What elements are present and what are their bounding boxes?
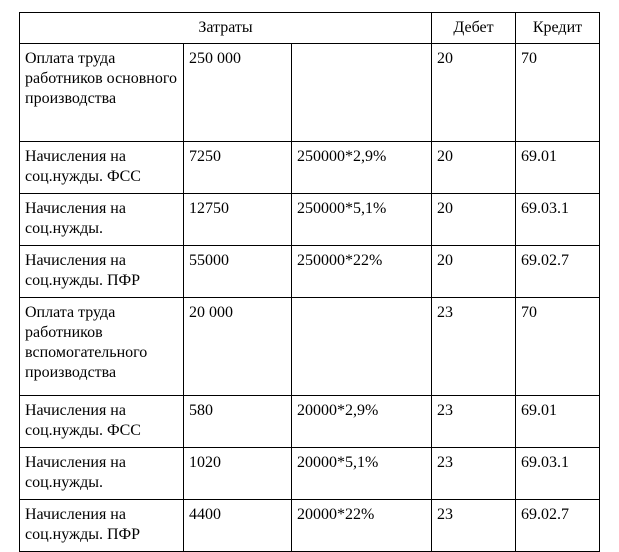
cell-amount: 20 000 xyxy=(184,298,292,396)
table-row xyxy=(20,142,600,194)
table-row xyxy=(20,246,600,298)
cell-credit: 69.02.7 xyxy=(516,500,600,552)
cell-calc: 250000*22% xyxy=(292,246,432,298)
table-header-row xyxy=(20,13,600,44)
table-row xyxy=(20,44,600,142)
cell-item: Начисления на соц.нужды. ПФР xyxy=(20,500,184,552)
header-credit: Кредит xyxy=(516,13,600,44)
cell-debit: 20 xyxy=(432,142,516,194)
cell-item: Оплата труда работников основного производства xyxy=(20,44,184,142)
cell-amount: 1020 xyxy=(184,448,292,500)
cell-amount: 580 xyxy=(184,396,292,448)
cell-credit: 70 xyxy=(516,44,600,142)
cell-credit: 69.02.7 xyxy=(516,246,600,298)
cell-credit: 70 xyxy=(516,298,600,396)
header-debit: Дебет xyxy=(432,13,516,44)
table-row xyxy=(20,298,600,396)
cell-credit: 69.01 xyxy=(516,396,600,448)
table-row xyxy=(20,448,600,500)
cell-item: Начисления на соц.нужды. ФСС xyxy=(20,142,184,194)
header-costs: Затраты xyxy=(20,13,432,44)
cell-calc xyxy=(292,44,432,142)
cell-debit: 23 xyxy=(432,448,516,500)
cell-debit: 20 xyxy=(432,246,516,298)
cell-credit: 69.03.1 xyxy=(516,194,600,246)
cell-amount: 12750 xyxy=(184,194,292,246)
cell-amount: 7250 xyxy=(184,142,292,194)
cell-debit: 23 xyxy=(432,396,516,448)
cell-calc: 250000*2,9% xyxy=(292,142,432,194)
cell-debit: 23 xyxy=(432,500,516,552)
accounting-entries-table xyxy=(19,12,600,552)
cell-item: Начисления на соц.нужды. xyxy=(20,194,184,246)
cell-item: Начисления на соц.нужды. ПФР xyxy=(20,246,184,298)
cell-calc xyxy=(292,298,432,396)
cell-amount: 55000 xyxy=(184,246,292,298)
cell-debit: 23 xyxy=(432,298,516,396)
cell-amount: 4400 xyxy=(184,500,292,552)
cell-credit: 69.03.1 xyxy=(516,448,600,500)
cell-calc: 20000*2,9% xyxy=(292,396,432,448)
cell-debit: 20 xyxy=(432,194,516,246)
cell-item: Начисления на соц.нужды. ФСС xyxy=(20,396,184,448)
cell-calc: 250000*5,1% xyxy=(292,194,432,246)
table-row xyxy=(20,194,600,246)
cell-debit: 20 xyxy=(432,44,516,142)
cell-item: Начисления на соц.нужды. xyxy=(20,448,184,500)
cell-calc: 20000*22% xyxy=(292,500,432,552)
cell-item: Оплата труда работников вспомогательного производства xyxy=(20,298,184,396)
table-row xyxy=(20,500,600,552)
cell-credit: 69.01 xyxy=(516,142,600,194)
cell-calc: 20000*5,1% xyxy=(292,448,432,500)
table-row xyxy=(20,396,600,448)
cell-amount: 250 000 xyxy=(184,44,292,142)
